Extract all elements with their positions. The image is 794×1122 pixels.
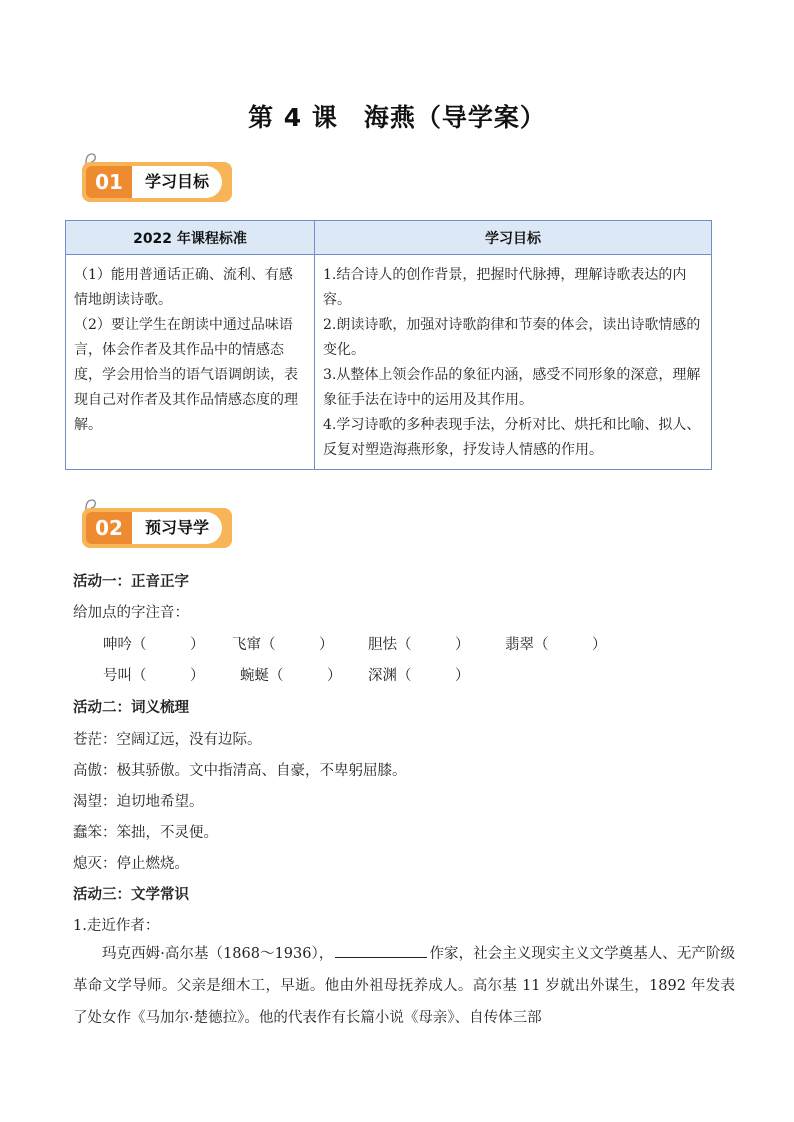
goal-item: 1.结合诗人的创作背景，把握时代脉搏，理解诗歌表达的内容。 bbox=[323, 267, 687, 308]
pinyin-item: 翡翠（ ） bbox=[505, 637, 607, 653]
table-header-standard: 2022 年课程标准 bbox=[66, 221, 315, 255]
definition-item: 熄灭：停止燃烧。 bbox=[73, 856, 189, 872]
activity1-title: 活动一：正音正字 bbox=[73, 574, 189, 590]
paragraph-text: 作家，社会主义现实主义文学奠基人、无产阶级革命文学导师。父亲是细木工，早逝。他由外祖母抚养成人。高尔基 11 岁就出外谋生，1892 年发表了处女作《马加尔·楚德拉》。他的代表作有长篇小说《母亲》、自传体三部 bbox=[73, 946, 736, 1026]
goal-item: 4.学习诗歌的多种表现手法，分析对比、烘托和比喻、拟人、反复对塑造海燕形象，抒发诗人情感的作用。 bbox=[323, 417, 701, 458]
section-number: 02 bbox=[86, 512, 132, 544]
standard-item: （2）要让学生在朗读中通过品味语言，体会作者及其作品中的情感态度，学会用恰当的语气语调朗读，表现自己对作者及其作品情感态度的理解。 bbox=[74, 317, 298, 433]
section-label: 学习目标 bbox=[132, 166, 222, 198]
pinyin-item: 飞窜（ ） bbox=[232, 637, 334, 653]
activity3-subtitle: 1.走近作者： bbox=[73, 918, 160, 934]
paragraph-text: 玛克西姆·高尔基（1868～1936）， bbox=[102, 946, 334, 962]
goals-table bbox=[65, 220, 712, 470]
fill-blank[interactable] bbox=[335, 943, 427, 958]
author-paragraph bbox=[73, 938, 735, 1034]
table-header-goals: 学习目标 bbox=[315, 221, 712, 255]
pinyin-item: 号叫（ ） bbox=[103, 668, 205, 684]
section-label: 预习导学 bbox=[132, 512, 222, 544]
section-badge-preview bbox=[66, 494, 238, 548]
pinyin-item: 深渊（ ） bbox=[368, 668, 470, 684]
definition-item: 蠢笨：笨拙，不灵便。 bbox=[73, 825, 218, 841]
definition-item: 高傲：极其骄傲。文中指清高、自豪，不卑躬屈膝。 bbox=[73, 763, 407, 779]
section-number: 01 bbox=[86, 166, 132, 198]
activity1-instruction: 给加点的字注音： bbox=[73, 605, 189, 621]
goal-item: 3.从整体上领会作品的象征内涵，感受不同形象的深意，理解象征手法在诗中的运用及其作用。 bbox=[323, 367, 701, 408]
activity2-title: 活动二：词义梳理 bbox=[73, 700, 189, 716]
definition-item: 苍茫：空阔辽远，没有边际。 bbox=[73, 732, 262, 748]
pinyin-item: 呻吟（ ） bbox=[103, 637, 205, 653]
goal-item: 2.朗读诗歌，加强对诗歌韵律和节奏的体会，读出诗歌情感的变化。 bbox=[323, 317, 701, 358]
page-title: 第 4 课 海燕（导学案） bbox=[248, 103, 546, 132]
pinyin-item: 胆怯（ ） bbox=[368, 637, 470, 653]
goals-cell bbox=[315, 255, 712, 470]
standards-cell bbox=[66, 255, 315, 470]
pinyin-item: 蜿蜒（ ） bbox=[240, 668, 342, 684]
standard-item: （1）能用普通话正确、流利、有感情地朗读诗歌。 bbox=[74, 267, 293, 308]
definition-item: 渴望：迫切地希望。 bbox=[73, 794, 204, 810]
section-badge-goals bbox=[66, 148, 238, 202]
activity3-title: 活动三：文学常识 bbox=[73, 887, 189, 903]
